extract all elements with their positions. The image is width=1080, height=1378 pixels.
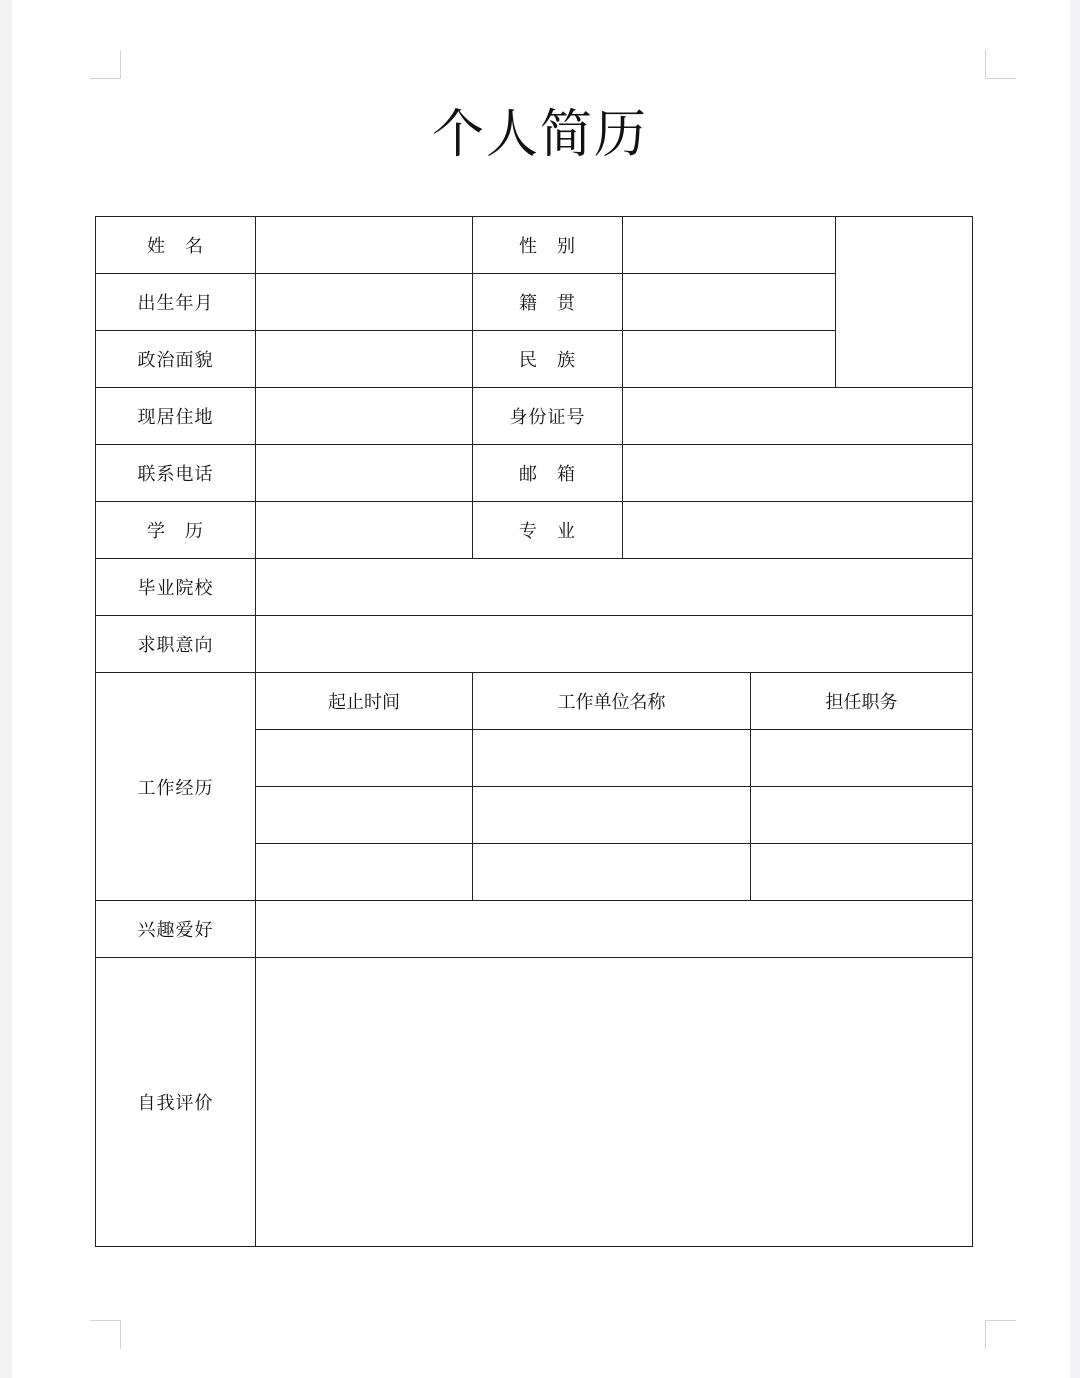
political-status-label: 政治面貌: [96, 331, 256, 388]
work-period-header: 起止时间: [256, 673, 473, 730]
hobbies-field[interactable]: [256, 901, 973, 958]
email-label: 邮 箱: [473, 445, 623, 502]
phone-label: 联系电话: [96, 445, 256, 502]
form-row-self-evaluation: [96, 958, 973, 1247]
education-field[interactable]: [256, 502, 473, 559]
name-field[interactable]: [256, 217, 473, 274]
form-row-school: [96, 559, 973, 616]
work-period-field[interactable]: [256, 730, 473, 787]
work-position-field[interactable]: [751, 844, 973, 901]
page-corner-mark: [90, 50, 121, 79]
form-row-name: [96, 217, 973, 274]
job-intention-field[interactable]: [256, 616, 973, 673]
work-period-field[interactable]: [256, 844, 473, 901]
education-label: 学 历: [96, 502, 256, 559]
work-experience-label: 工作经历: [96, 673, 256, 901]
document-title: 个人简历: [431, 105, 648, 165]
id-number-label: 身份证号: [473, 388, 623, 445]
page-corner-mark: [985, 1320, 1016, 1349]
phone-field[interactable]: [256, 445, 473, 502]
work-position-field[interactable]: [751, 730, 973, 787]
page-corner-mark: [985, 50, 1016, 79]
job-intention-label: 求职意向: [96, 616, 256, 673]
page-corner-mark: [90, 1320, 121, 1349]
ethnicity-field[interactable]: [623, 331, 836, 388]
name-label: 姓 名: [96, 217, 256, 274]
resume-form-table: [95, 216, 973, 1247]
gender-label: 性 别: [473, 217, 623, 274]
work-position-field[interactable]: [751, 787, 973, 844]
birth-field[interactable]: [256, 274, 473, 331]
work-employer-field[interactable]: [473, 787, 751, 844]
self-evaluation-field[interactable]: [256, 958, 973, 1247]
form-row-phone: [96, 445, 973, 502]
work-employer-field[interactable]: [473, 730, 751, 787]
political-status-field[interactable]: [256, 331, 473, 388]
form-row-education: [96, 502, 973, 559]
form-row-job-intention: [96, 616, 973, 673]
native-place-label: 籍 贯: [473, 274, 623, 331]
work-experience-header-row: [96, 673, 973, 730]
self-evaluation-label: 自我评价: [96, 958, 256, 1247]
work-position-header: 担任职务: [751, 673, 973, 730]
hobbies-label: 兴趣爱好: [96, 901, 256, 958]
form-row-address: [96, 388, 973, 445]
work-employer-header: 工作单位名称: [473, 673, 751, 730]
work-period-field[interactable]: [256, 787, 473, 844]
birth-label: 出生年月: [96, 274, 256, 331]
school-field[interactable]: [256, 559, 973, 616]
ethnicity-label: 民 族: [473, 331, 623, 388]
gender-field[interactable]: [623, 217, 836, 274]
id-number-field[interactable]: [623, 388, 973, 445]
school-label: 毕业院校: [96, 559, 256, 616]
address-label: 现居住地: [96, 388, 256, 445]
address-field[interactable]: [256, 388, 473, 445]
work-employer-field[interactable]: [473, 844, 751, 901]
major-field[interactable]: [623, 502, 973, 559]
email-field[interactable]: [623, 445, 973, 502]
native-place-field[interactable]: [623, 274, 836, 331]
form-row-hobbies: [96, 901, 973, 958]
major-label: 专 业: [473, 502, 623, 559]
photo-field[interactable]: [836, 217, 973, 388]
